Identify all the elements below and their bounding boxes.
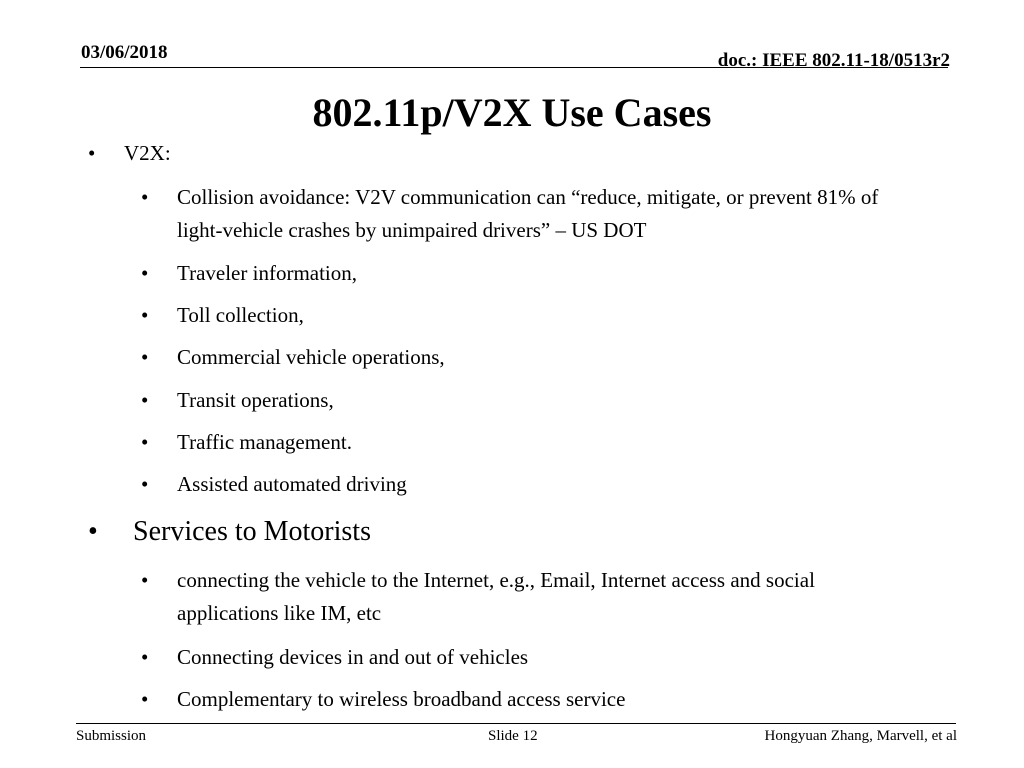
sub-bullet-text: Commercial vehicle operations, [177,345,445,369]
footer-divider [76,723,956,724]
sub-bullet-traveler-information [141,257,921,290]
sub-bullet-text: Connecting devices in and out of vehicles [177,645,529,669]
sub-bullet-transit-operations [141,384,921,417]
sub-bullet-text: Toll collection, [177,303,304,327]
footer-author: Hongyuan Zhang, Marvell, et al [764,728,957,744]
sub-bullet-text: connecting the vehicle to the Internet, e.g., Email, Internet access and social applications like IM, etc [177,568,815,625]
sub-bullet-text: Traveler information, [177,261,358,285]
header-divider [80,67,948,68]
bullet-icon: • [141,568,149,592]
bullet-icon: • [141,645,149,669]
sub-bullet-commercial-vehicle-operations [141,341,921,374]
bullet-icon: • [141,345,149,369]
footer-slide-number: Slide 12 [488,728,538,744]
sub-bullet-collision-avoidance [141,181,921,247]
footer-submission: Submission [76,728,147,744]
sub-bullet-traffic-management [141,426,921,459]
bullet-icon: • [141,687,149,711]
slide-title: 802.11p/V2X Use Cases [312,90,712,135]
bullet-icon: • [141,303,149,327]
sub-bullet-assisted-automated-driving [141,468,921,501]
sub-bullet-text: Complementary to wireless broadband access service [177,687,626,711]
sub-bullet-broadband-access [141,683,921,716]
sub-bullet-connecting-devices [141,641,921,674]
bullet-icon: • [88,516,98,547]
header-doc-id: doc.: IEEE 802.11-18/0513r2 [717,50,950,71]
bullet-icon: • [88,141,96,165]
bullet-label-services: Services to Motorists [133,516,371,547]
sub-bullet-toll-collection [141,299,921,332]
sub-bullet-internet-connectivity [141,564,921,630]
sub-bullet-text: Traffic management. [177,430,352,454]
sub-bullet-text: Assisted automated driving [177,472,407,496]
bullet-icon: • [141,388,149,412]
sub-bullet-text: Collision avoidance: V2V communication can “reduce, mitigate, or prevent 81% of light-vehicle crashes by unimpaired drivers” – US DOT [177,185,879,242]
bullet-icon: • [141,261,149,285]
bullet-icon: • [141,430,149,454]
bullet-label-v2x: V2X: [124,141,171,165]
bullet-icon: • [141,185,149,209]
sub-bullet-text: Transit operations, [177,388,334,412]
header-date: 03/06/2018 [81,42,168,63]
bullet-icon: • [141,472,149,496]
